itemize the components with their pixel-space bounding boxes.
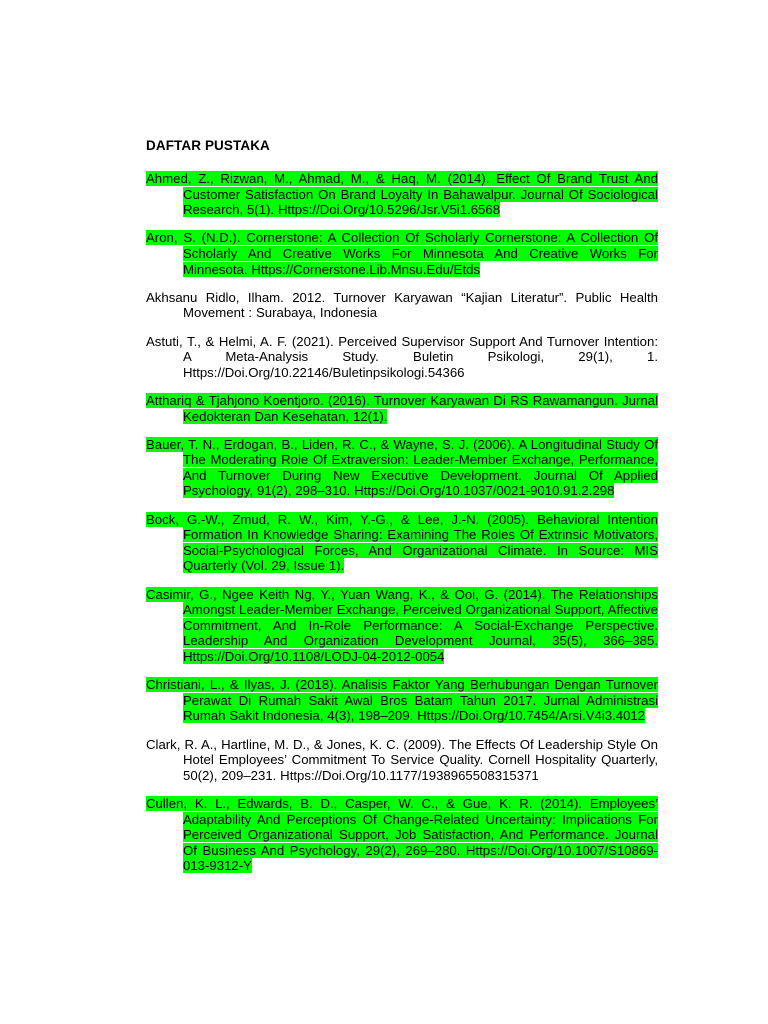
reference-item [146,171,658,218]
reference-item [146,796,658,874]
reference-item [146,587,658,665]
reference-text: Bauer, T. N., Erdogan, B., Liden, R. C., & Wayne, S. J. (2006). A Longitudinal Study Of The Moderating Role Of Extraversion: Leader-Member Exchange, Performance, And Turnover During New Executive Development. Journal Of Applied Psychology, 91(2), 298–310. Https://Doi.Org/10.1037/0021-9010.91.2.298 [146,436,658,499]
reference-item [146,437,658,499]
reference-text: Atthariq & Tjahjono Koentjoro. (2016). Turnover Karyawan Di RS Rawamangun. Jurnal Kedokteran Dan Kesehatan, 12(1). [146,392,658,424]
reference-text: Astuti, T., & Helmi, A. F. (2021). Perceived Supervisor Support And Turnover Intention: A Meta-Analysis Study. Buletin Psikologi, 29(1), 1. Https://Doi.Org/10.22146/Buletinpsikologi.54366 [146,333,658,380]
reference-text: Cullen, K. L., Edwards, B. D., Casper, W. C., & Gue, K. R. (2014). Employees’ Adaptability And Perceptions Of Change-Related Uncertainty: Implications For Perceived Organizational Support, Job Satisfaction, And Performance. Journal Of Business And Psychology, 29(2), 269–280. Https://Doi.Org/10.1007/S10869-013-9312-Y [146,795,658,874]
reference-text: Christiani, L., & Ilyas, J. (2018). Analisis Faktor Yang Berhubungan Dengan Turnover Perawat Di Rumah Sakit Awal Bros Batam Tahun 2017. Jurnal Administrasi Rumah Sakit Indonesia, 4(3), 198–209. Https://Doi.Org/10.7454/Arsi.V4i3.4012 [146,677,658,724]
document-page [146,138,658,887]
reference-item [146,290,658,321]
reference-text: Akhsanu Ridlo, Ilham. 2012. Turnover Karyawan “Kajian Literatur”. Public Health Movement : Surabaya, Indonesia [146,289,658,321]
reference-item [146,393,658,424]
page-title: DAFTAR PUSTAKA [146,138,270,153]
reference-text: Bock, G.-W., Zmud, R. W., Kim, Y.-G., & Lee, J.-N. (2005). Behavioral Intention Formation In Knowledge Sharing: Examining The Roles Of Extrinsic Motivators, Social-Psychological Forces, And Organizational Climate. In Source: MIS Quarterly (Vol. 29, Issue 1). [146,511,658,574]
reference-item [146,512,658,574]
reference-list [146,171,658,874]
reference-item [146,677,658,724]
reference-item [146,230,658,277]
reference-text: Ahmed, Z., Rizwan, M., Ahmad, M., & Haq, M. (2014). Effect Of Brand Trust And Customer Satisfaction On Brand Loyalty In Bahawalpur. Journal Of Sociological Research, 5(1). Https://Doi.Org/10.5296/Jsr.V5i1.6568 [146,171,658,218]
reference-item [146,334,658,381]
reference-text: Aron, S. (N.D.). Cornerstone: A Collection Of Scholarly Cornerstone: A Collection Of Scholarly And Creative Works For Minnesota And Creative Works For Minnesota. Https://Cornerstone.Lib.Mnsu.Edu/Etds [146,230,658,277]
reference-text: Clark, R. A., Hartline, M. D., & Jones, K. C. (2009). The Effects Of Leadership Style On Hotel Employees’ Commitment To Service Quality. Cornell Hospitality Quarterly, 50(2), 209–231. Https://Doi.Org/10.1177/1938965508315371 [146,736,658,783]
reference-item [146,737,658,784]
reference-text: Casimir, G., Ngee Keith Ng, Y., Yuan Wang, K., & Ooi, G. (2014). The Relationships Amongst Leader-Member Exchange, Perceived Organizational Support, Affective Commitment, And In-Role Performance: A Social-Exchange Perspective. Leadership And Organization Development Journal, 35(5), 366–385. Https://Doi.Org/10.1108/LODJ-04-2012-0054 [146,586,658,664]
